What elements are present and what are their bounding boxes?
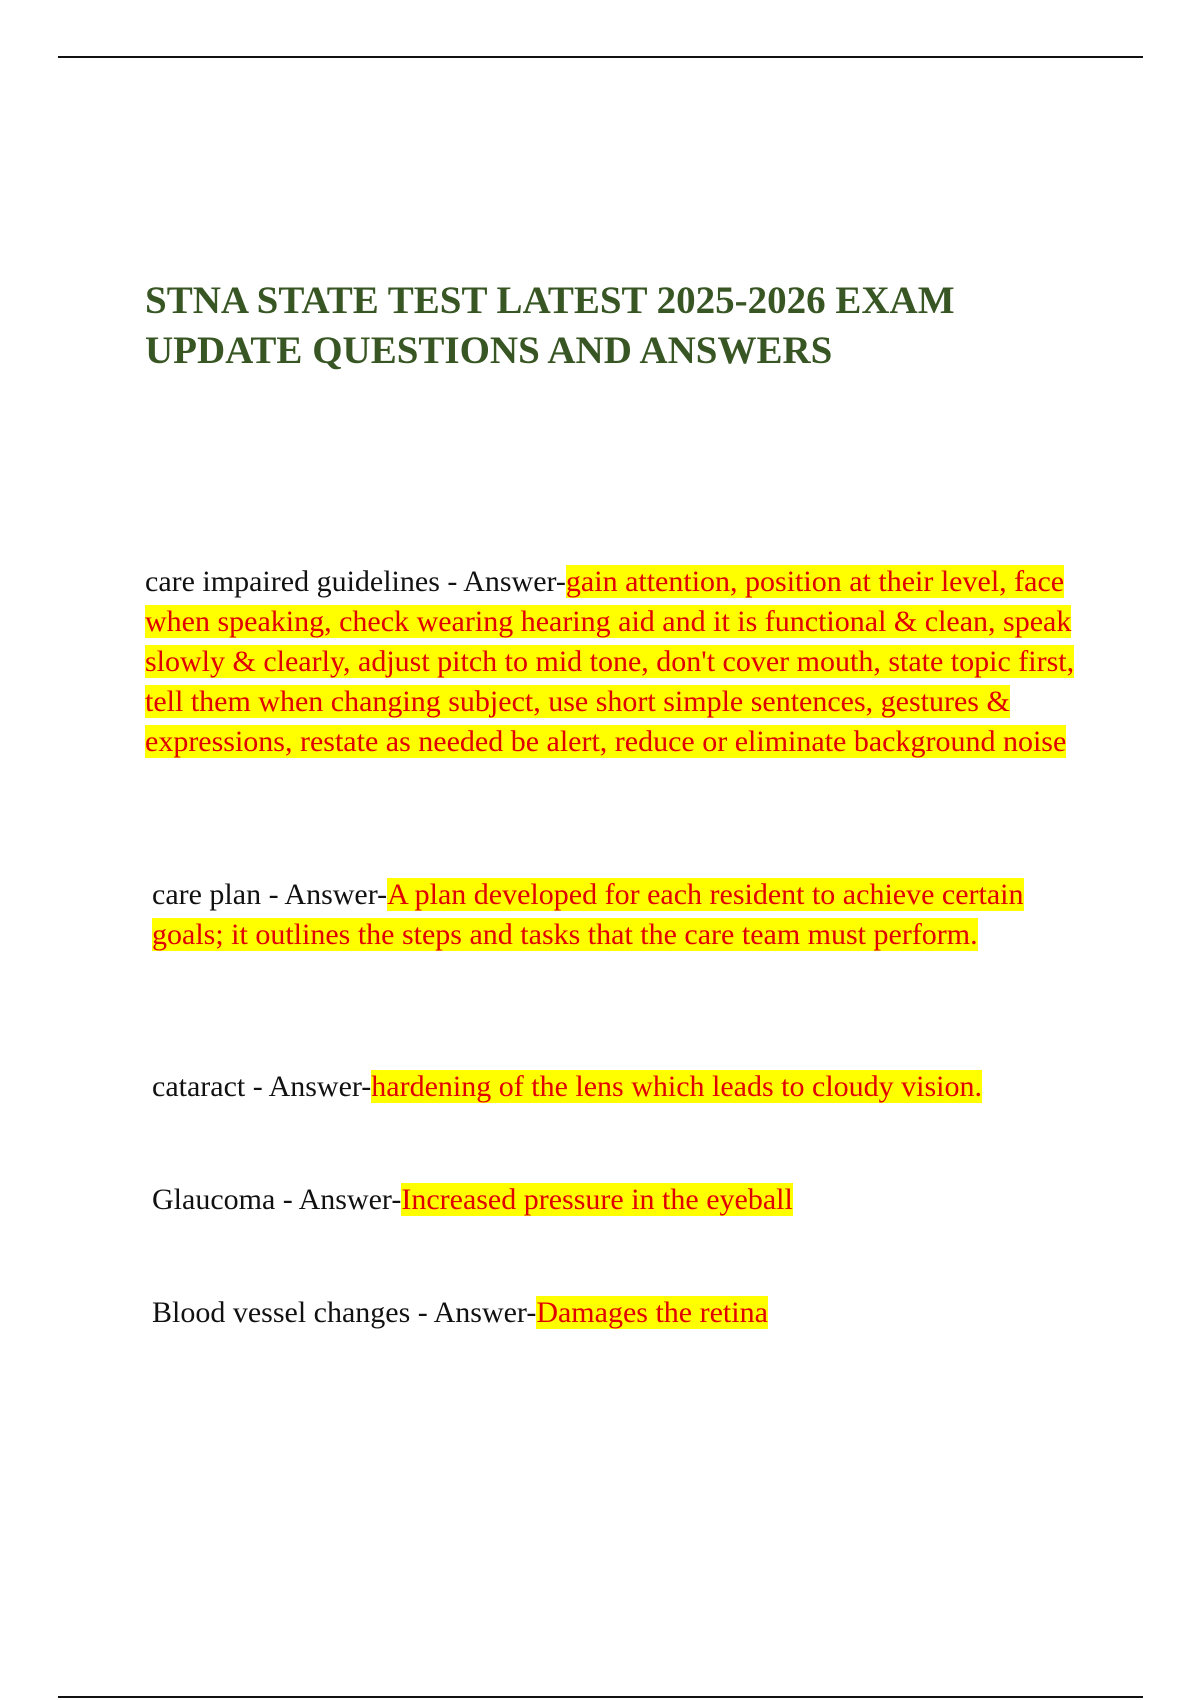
question-term: care plan bbox=[152, 878, 262, 911]
highlighted-answer: gain attention, position at their level, face when speaking, check wearing hearing aid and it is functional & clean, speak slowly & clearly, adjust pitch to mid tone, don't cover mouth, state topic first, tell them when changing subject, use short simple sentences, gestures & expressions, restate as needed be alert, reduce or eliminate background noise bbox=[145, 565, 1075, 758]
answer-separator: - Answer- bbox=[410, 1296, 537, 1329]
qa-item bbox=[152, 1067, 1102, 1107]
footer-rule bbox=[58, 1696, 1143, 1698]
question-term: Blood vessel changes bbox=[152, 1296, 411, 1329]
qa-item bbox=[145, 562, 1095, 762]
highlighted-answer: Increased pressure in the eyeball bbox=[401, 1183, 793, 1216]
question-term: Glaucoma bbox=[152, 1183, 276, 1216]
answer-separator: - Answer- bbox=[261, 878, 388, 911]
highlighted-answer: Damages the retina bbox=[536, 1296, 768, 1329]
qa-item bbox=[152, 1180, 1102, 1220]
answer-separator: - Answer- bbox=[245, 1070, 372, 1103]
highlighted-answer: hardening of the lens which leads to cloudy vision. bbox=[371, 1070, 983, 1103]
header-rule bbox=[58, 56, 1143, 58]
highlighted-answer: A plan developed for each resident to achieve certain goals; it outlines the steps and tasks that the care team must perform. bbox=[152, 878, 1024, 951]
question-term: cataract bbox=[152, 1070, 246, 1103]
qa-item bbox=[152, 875, 1052, 955]
answer-separator: - Answer- bbox=[275, 1183, 402, 1216]
answer-separator: - Answer- bbox=[439, 565, 566, 598]
question-term: care impaired guidelines bbox=[145, 565, 440, 598]
document-title: STNA STATE TEST LATEST 2025-2026 EXAM UPDATE QUESTIONS AND ANSWERS bbox=[145, 279, 955, 372]
qa-item bbox=[152, 1293, 1102, 1333]
